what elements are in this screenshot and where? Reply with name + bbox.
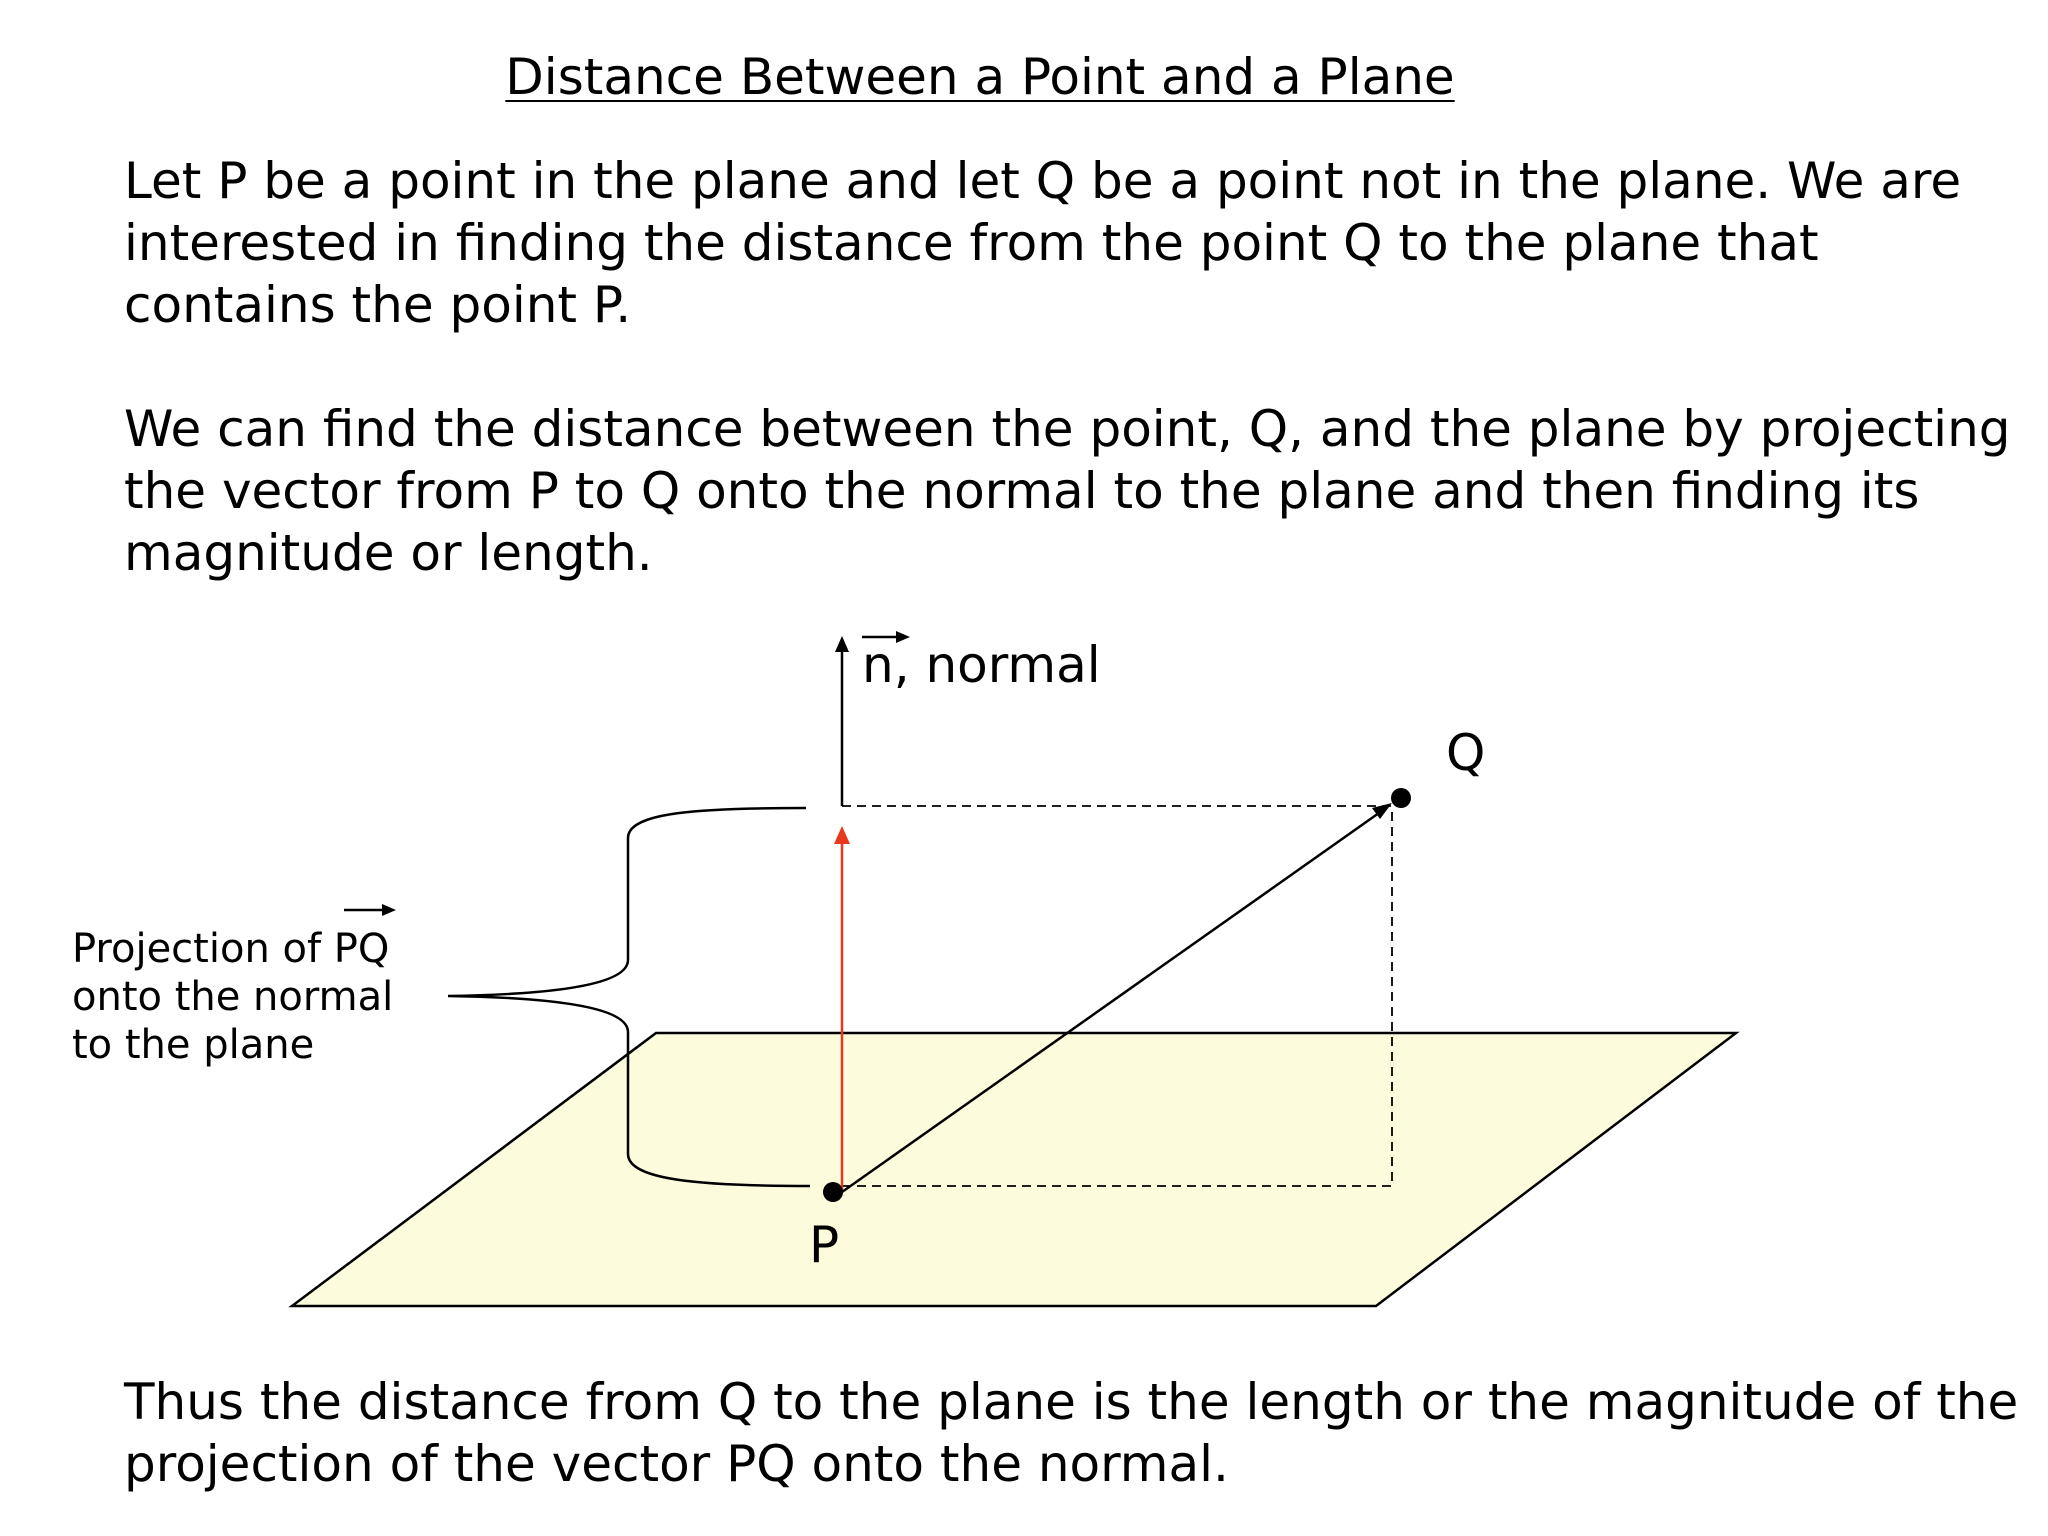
paragraph-line: magnitude or length. xyxy=(124,524,653,582)
normal-arrowhead xyxy=(835,636,849,652)
conclusion-paragraph xyxy=(124,1371,2024,1495)
vector-pq-overarrow-head xyxy=(382,904,396,916)
normal-label: n, normal xyxy=(862,636,1101,694)
paragraph-line: the vector from P to Q onto the normal to the plane and then finding its xyxy=(124,462,1920,520)
paragraph-line: We can find the distance between the point, Q, and the plane by projecting xyxy=(124,400,2011,458)
paragraph-line: projection of the vector PQ onto the normal. xyxy=(124,1435,1229,1493)
page-title: Distance Between a Point and a Plane xyxy=(505,48,1455,106)
point-q xyxy=(1391,788,1411,808)
point-q-label: Q xyxy=(1446,724,1486,782)
point-p-label: P xyxy=(809,1216,840,1274)
paragraph-line: Thus the distance from Q to the plane is the length or the magnitude of the xyxy=(124,1373,2019,1431)
paragraph-line: interested in finding the distance from the point Q to the plane that xyxy=(124,214,1819,272)
projection-label-line2: onto the normal xyxy=(72,974,394,1020)
projection-label-line1: Projection of PQ xyxy=(72,926,390,972)
projection-label-line3: to the plane xyxy=(72,1022,315,1068)
plane xyxy=(292,1033,1736,1306)
paragraph-line: Let P be a point in the plane and let Q be a point not in the plane. We are xyxy=(124,152,1962,210)
projection-arrowhead xyxy=(834,826,850,844)
paragraph-line: contains the point P. xyxy=(124,276,632,334)
point-p xyxy=(823,1182,843,1202)
